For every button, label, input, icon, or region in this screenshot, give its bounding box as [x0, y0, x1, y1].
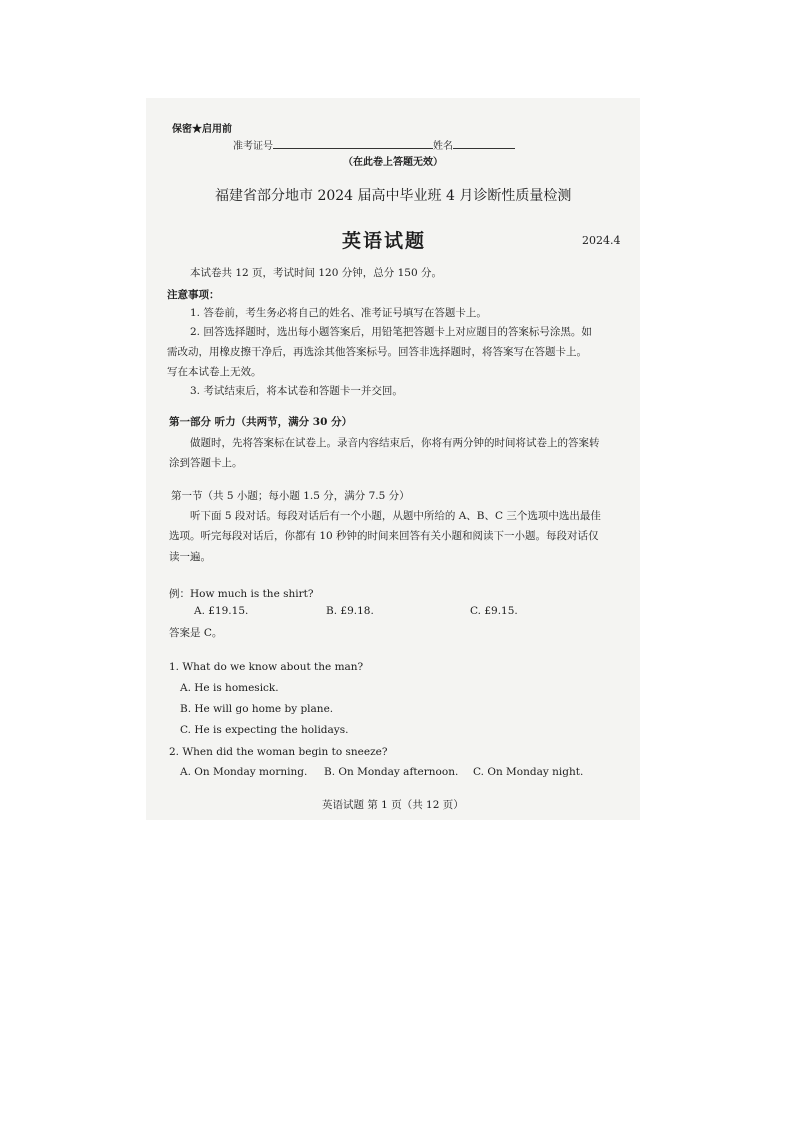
question-1-stem: 1. What do we know about the man?: [169, 661, 364, 673]
confidential-label: 保密★启用前: [172, 124, 232, 135]
admission-number-label: 准考证号: [233, 141, 273, 152]
question-2-option-a: A. On Monday morning.: [180, 766, 308, 778]
example-option-a: A. £19.15.: [194, 605, 249, 617]
example-answer: 答案是 C。: [169, 627, 223, 639]
question-1-option-b: B. He will go home by plane.: [180, 703, 334, 715]
note-item-2-line-1: 2. 回答选择题时，选出每小题答案后，用铅笔把答题卡上对应题目的答案标号涂黑。如: [190, 326, 592, 338]
note-item-3: 3. 考试结束后，将本试卷和答题卡一并交回。: [190, 385, 403, 397]
question-2-option-c: C. On Monday night.: [473, 766, 584, 778]
example-option-b: B. £9.18.: [326, 605, 374, 617]
exam-date: 2024.4: [582, 234, 621, 247]
intro-text: 本试卷共 12 页，考试时间 120 分钟，总分 150 分。: [190, 267, 442, 279]
section1-heading: 第一节（共 5 小题；每小题 1.5 分，满分 7.5 分）: [171, 490, 410, 502]
admission-number-field: [273, 138, 433, 149]
question-1-option-c: C. He is expecting the holidays.: [180, 724, 349, 736]
invalid-notice: （在此卷上答题无效）: [343, 157, 443, 168]
admission-row: [233, 137, 515, 152]
question-2-option-b: B. On Monday afternoon.: [324, 766, 459, 778]
name-label: 姓名: [433, 141, 453, 152]
part1-heading: 第一部分 听力（共两节，满分 30 分）: [169, 416, 353, 428]
example-question: 例：How much is the shirt?: [169, 588, 314, 600]
section1-desc-line-1: 听下面 5 段对话。每段对话后有一个小题，从题中所给的 A、B、C 三个选项中选出最佳: [190, 510, 601, 522]
section1-desc-line-2: 选项。听完每段对话后，你都有 10 秒钟的时间来回答有关小题和阅读下一小题。每段对话仅: [169, 530, 599, 542]
part1-desc-line-1: 做题时，先将答案标在试卷上。录音内容结束后，你将有两分钟的时间将试卷上的答案转: [190, 437, 600, 449]
exam-title: 福建省部分地市 2024 届高中毕业班 4 月诊断性质量检测: [215, 188, 572, 204]
note-item-2-line-2: 需改动，用橡皮擦干净后，再选涂其他答案标号。回答非选择题时，将答案写在答题卡上。: [167, 346, 587, 358]
subject-title: 英语试题: [342, 230, 427, 252]
section1-desc-line-3: 读一遍。: [169, 551, 211, 563]
example-option-c: C. £9.15.: [470, 605, 518, 617]
question-2-stem: 2. When did the woman begin to sneeze?: [169, 746, 388, 758]
note-item-2-line-3: 写在本试卷上无效。: [167, 366, 262, 378]
question-1-option-a: A. He is homesick.: [180, 682, 279, 694]
page-footer: 英语试题 第 1 页（共 12 页）: [322, 799, 464, 811]
part1-desc-line-2: 涂到答题卡上。: [169, 457, 243, 469]
notes-heading: 注意事项：: [167, 289, 220, 301]
name-field: [453, 138, 515, 149]
note-item-1: 1. 答卷前，考生务必将自己的姓名、准考证号填写在答题卡上。: [190, 307, 487, 319]
